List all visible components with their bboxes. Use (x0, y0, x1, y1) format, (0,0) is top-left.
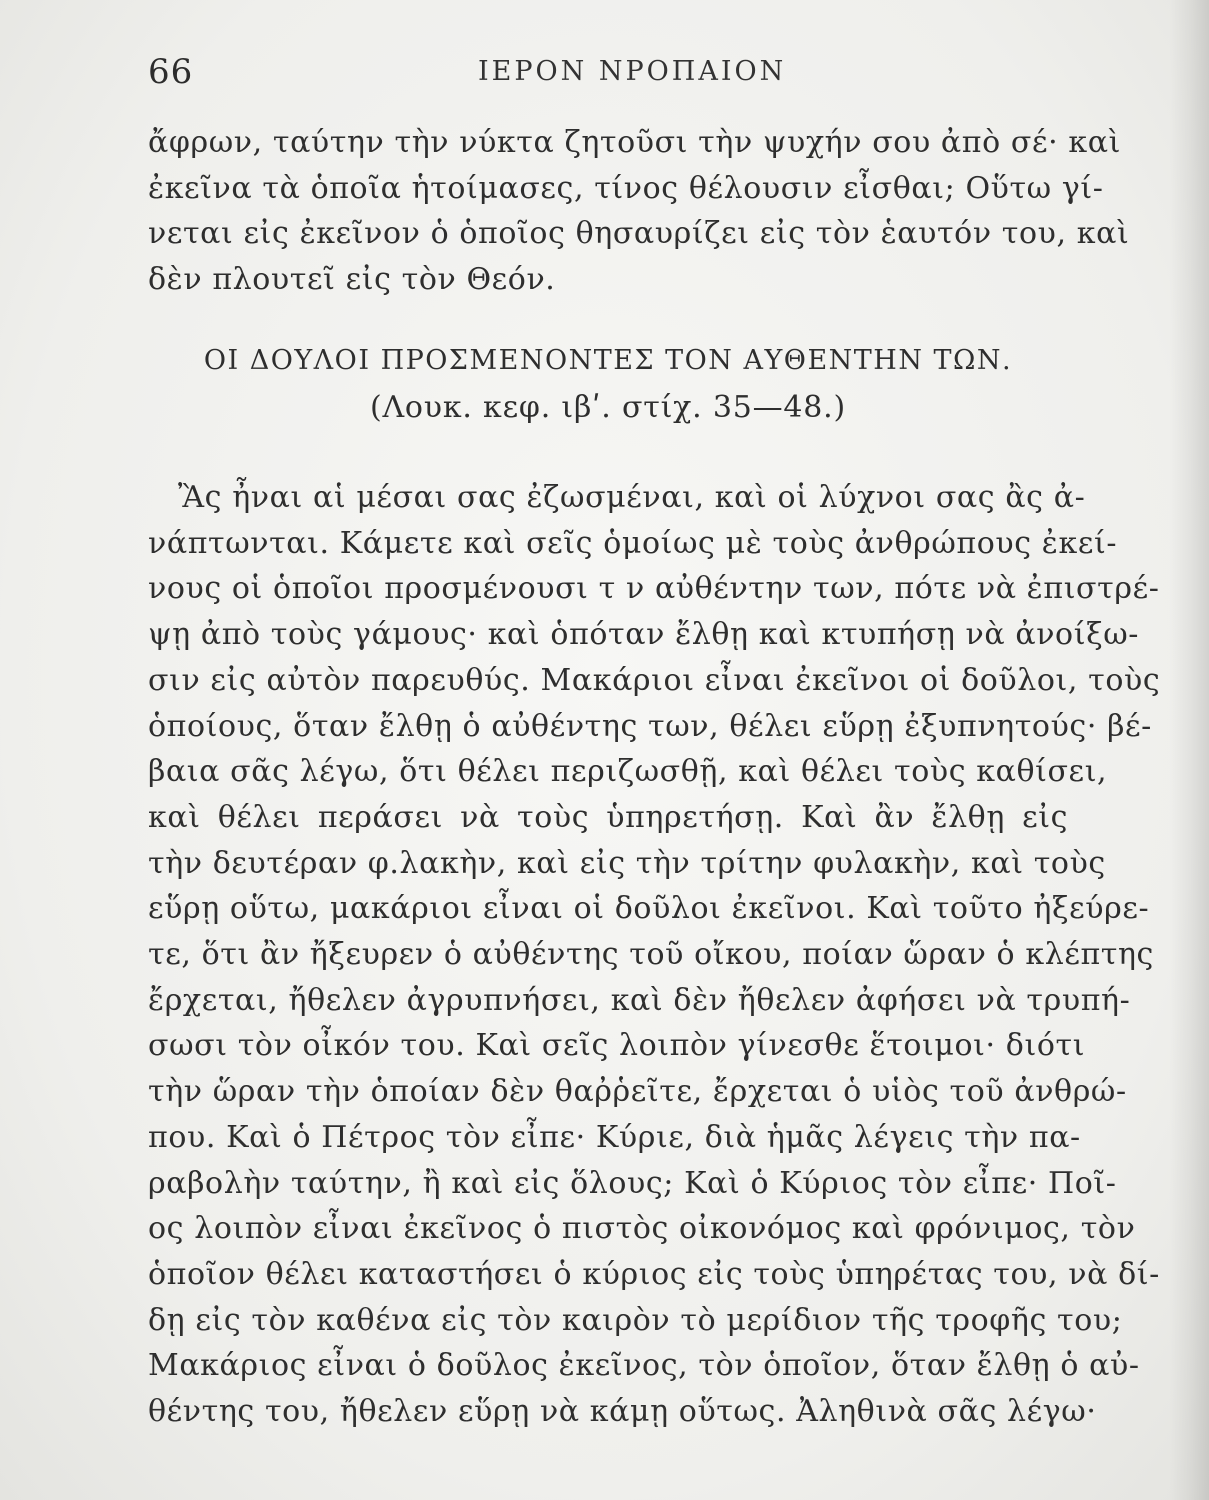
text-line: δὲν πλουτεῖ εἰς τὸν Θεόν. (148, 262, 556, 298)
page-edge-shadow (1169, 0, 1209, 1500)
text-line: Μακάριος εἶναι ὁ δοῦλος ἐκεῖνος, τὸν ὁποῖον, ὅταν ἔλθῃ ὁ αὐ- (148, 1348, 1140, 1384)
text-line: Ἂς ἦναι αἱ μέσαι σας ἐζωσμέναι, καὶ οἱ λύχνοι σας ἂς ἀ- (178, 480, 1086, 515)
text-line: καὶ θέλει περάσει νὰ τοὺς ὑπηρετήσῃ. Καὶ ἂν ἔλθῃ εἰς (148, 799, 1068, 835)
text-line: θέντης του, ἤθελεν εὕρῃ νὰ κάμῃ οὕτως. Ἀληθινὰ σᾶς λέγω· (148, 1394, 1097, 1430)
text-line: σωσι τὸν οἶκόν του. Καὶ σεῖς λοιπὸν γίνεσθε ἕτοιμοι· διότι (148, 1028, 1086, 1064)
text-line: νάπτωνται. Κάμετε καὶ σεῖς ὁμοίως μὲ τοὺς ἀνθρώπους ἐκεί- (148, 525, 1118, 561)
section-reference: (Λουκ. κεφ. ιβʹ. στίχ. 35—48.) (369, 390, 847, 425)
text-line: νεται εἰς ἐκεῖνον ὁ ὁποῖος θησαυρίζει εἰς τὸν ἑαυτόν του, καὶ (148, 216, 1130, 252)
text-line: ἐκεῖνα τὰ ὁποῖα ἡτοίμασες, τίνος θέλουσιν εἶσθαι; Οὕτω γί- (148, 170, 1104, 206)
text-line: τὴν ὥραν τὴν ὁποίαν δὲν θαῤῥεῖτε, ἔρχεται ὁ υἱὸς τοῦ ἀνθρώ- (148, 1074, 1127, 1110)
top-paragraph (148, 120, 1130, 303)
text-line: ἔρχεται, ἤθελεν ἀγρυπνήσει, καὶ δὲν ἤθελεν ἀφήσει νὰ τρυπή- (148, 982, 1131, 1018)
section-title: ΟΙ ΔΟΥΛΟΙ ΠΡΟΣΜΕΝΟΝΤΕΣ ΤΟΝ ΑΥΘΕΝΤΗΝ ΤΩΝ. (203, 345, 1013, 376)
text-line: εὕρῃ οὕτω, μακάριοι εἶναι οἱ δοῦλοι ἐκεῖνοι. Καὶ τοῦτο ἠξεύρε- (148, 891, 1150, 927)
page-header (148, 52, 1068, 102)
main-paragraph (148, 475, 1161, 1435)
text-line: ὁποίους, ὅταν ἔλθῃ ὁ αὐθέντης των, θέλει εὕρῃ ἐξυπνητούς· βέ- (148, 708, 1152, 744)
text-line: τὴν δευτέραν φ.λακὴν, καὶ εἰς τὴν τρίτην φυλακὴν, καὶ τοὺς (148, 845, 1106, 881)
text-line: ραβολὴν ταύτην, ἢ καὶ εἰς ὅλους; Καὶ ὁ Κύριος τὸν εἶπε· Ποῖ- (148, 1165, 1117, 1201)
text-line: ος λοιπὸν εἶναι ἐκεῖνος ὁ πιστὸς οἰκονόμος καὶ φρόνιμος, τὸν (148, 1211, 1136, 1247)
text-line: ὁποῖον θέλει καταστήσει ὁ κύριος εἰς τοὺς ὑπηρέτας του, νὰ δί- (148, 1256, 1160, 1292)
text-line: ἄφρων, ταύτην τὴν νύκτα ζητοῦσι τὴν ψυχήν σου ἀπὸ σέ· καὶ (148, 125, 1121, 160)
text-line: νους οἱ ὁποῖοι προσμένουσι τ ν αὐθέντην των, πότε νὰ ἐπιστρέ- (148, 571, 1160, 607)
text-line: σιν εἰς αὐτὸν παρευθύς. Μακάριοι εἶναι ἐκεῖνοι οἱ δοῦλοι, τοὺς (148, 662, 1161, 698)
text-line: τε, ὅτι ἂν ἤξευρεν ὁ αὐθέντης τοῦ οἴκου, ποίαν ὥραν ὁ κλέπτης (148, 937, 1154, 973)
running-title: ΙΕΡΟΝ ΝΡΟΠΑΙΟΝ (478, 56, 787, 87)
text-line: ψῃ ἀπὸ τοὺς γάμους· καὶ ὁπόταν ἔλθῃ καὶ κτυπήσῃ νὰ ἀνοίξω- (148, 617, 1140, 653)
text-line: βαια σᾶς λέγω, ὅτι θέλει περιζωσθῇ, καὶ θέλει τοὺς καθίσει, (148, 754, 1108, 790)
text-line: που. Καὶ ὁ Πέτρος τὸν εἶπε· Κύριε, διὰ ἡμᾶς λέγεις τὴν πα- (148, 1119, 1081, 1155)
page-number: 66 (148, 52, 194, 92)
text-line: δῃ εἰς τὸν καθένα εἰς τὸν καιρὸν τὸ μερίδιον τῆς τροφῆς του; (148, 1302, 1123, 1338)
